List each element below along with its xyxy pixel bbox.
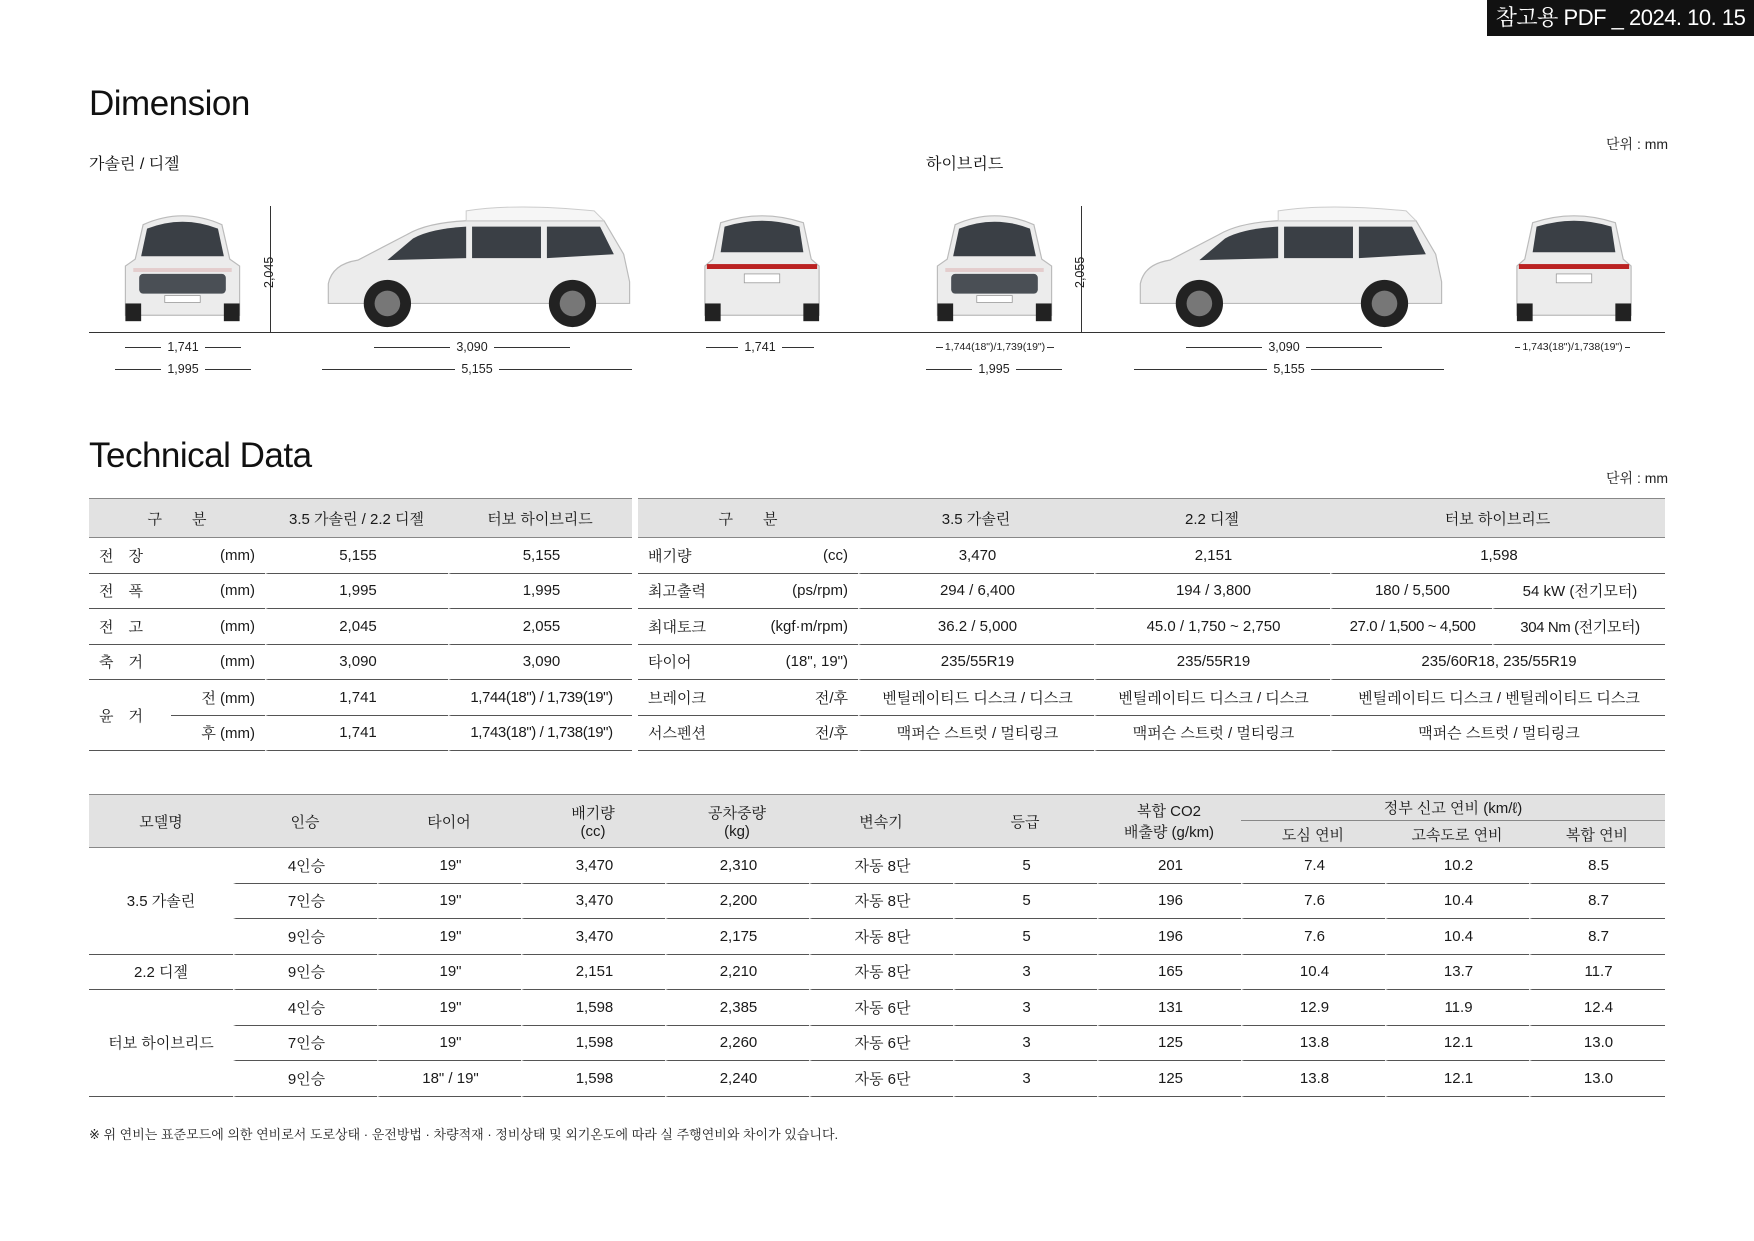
dimension-unit: 단위 : mm [1606, 136, 1669, 152]
table-row [89, 1026, 1665, 1062]
fuel-cell: 13.0 [1529, 1026, 1665, 1062]
fuel-cell: 8.7 [1529, 919, 1665, 955]
rear-tread-hybrid: 1,743(18")/1,738(19") [1515, 340, 1630, 354]
fuel-cell: 7.4 [1241, 848, 1385, 884]
fuel-cell: 13.7 [1385, 955, 1529, 991]
col-header-grade: 등급 [953, 794, 1097, 848]
fuel-cell: 4인승 [233, 848, 377, 884]
col-header-seats: 인승 [233, 794, 377, 848]
fuel-cell: 3 [953, 955, 1097, 991]
fuel-cell: 19" [377, 1026, 521, 1062]
fuel-cell: 13.8 [1241, 1061, 1385, 1097]
length-gasoline: 5,155 [322, 362, 632, 376]
dimension-title: Dimension [89, 84, 250, 123]
col-header-gasoline: 3.5 가솔린 [858, 498, 1094, 538]
col-header-city: 도심 연비 [1241, 821, 1385, 848]
fuel-cell: 13.0 [1529, 1061, 1665, 1097]
fuel-cell: 12.4 [1529, 990, 1665, 1026]
table-row [89, 919, 1665, 955]
table-row: 서스펜션 전/후 맥퍼슨 스트럿 / 멀티링크 맥퍼슨 스트럿 / 멀티링크 맥퍼슨 스트럿 / 멀티링크 [638, 716, 1665, 752]
fuel-cell: 자동 6단 [809, 1061, 953, 1097]
front-tread-gasoline: 1,741 [125, 340, 241, 354]
col-header-efficiency: 정부 신고 연비 (km/ℓ) [1241, 794, 1665, 821]
col-header-highway: 고속도로 연비 [1385, 821, 1529, 848]
rear-tread-gasoline: 1,741 [706, 340, 814, 354]
col-header-co2: 복합 CO2 배출량 (g/km) [1097, 794, 1241, 848]
height-value-hybrid: 2,055 [1073, 256, 1087, 288]
engine-spec-table [638, 498, 1665, 751]
footnote: ※ 위 연비는 표준모드에 의한 연비로서 도로상태 · 운전방법 · 차량적재 · 정비상태 및 외기온도에 따라 실 주행연비와 차이가 있습니다. [89, 1127, 839, 1142]
fuel-cell: 10.4 [1241, 955, 1385, 991]
fuel-cell: 1,598 [521, 990, 665, 1026]
fuel-cell: 2,151 [521, 955, 665, 991]
table-row: 최고출력 (ps/rpm) 294 / 6,400 194 / 3,800 180 / 5,500 54 kW (전기모터) [638, 574, 1665, 610]
table-row [89, 990, 1665, 1026]
fuel-cell: 8.7 [1529, 884, 1665, 920]
fuel-cell: 5 [953, 848, 1097, 884]
col-header-tire: 타이어 [377, 794, 521, 848]
fuel-cell: 18" / 19" [377, 1061, 521, 1097]
car-front-view-hybrid [922, 205, 1067, 333]
fuel-cell: 자동 8단 [809, 955, 953, 991]
fuel-cell: 2,240 [665, 1061, 809, 1097]
fuel-cell: 7인승 [233, 884, 377, 920]
table-row: 전 고 (mm) 2,045 2,055 [89, 609, 632, 645]
fuel-cell: 3,470 [521, 884, 665, 920]
fuel-cell: 196 [1097, 884, 1241, 920]
table-row: 후 (mm) 1,741 1,743(18") / 1,738(19") [89, 716, 632, 752]
fuel-cell: 125 [1097, 1026, 1241, 1062]
fuel-cell: 5 [953, 884, 1097, 920]
length-hybrid: 5,155 [1134, 362, 1444, 376]
fuel-cell: 19" [377, 990, 521, 1026]
fuel-cell: 7.6 [1241, 884, 1385, 920]
technical-unit: 단위 : mm [1606, 470, 1669, 486]
fuel-cell: 5 [953, 919, 1097, 955]
table-row: 타이어 (18", 19") 235/55R19 235/55R19 235/60R18, 235/55R19 [638, 645, 1665, 681]
fuel-cell: 자동 6단 [809, 1026, 953, 1062]
col-header-combined: 복합 연비 [1529, 821, 1665, 848]
col-header-category: 구 분 [638, 498, 858, 538]
fuel-cell: 7.6 [1241, 919, 1385, 955]
fuel-cell: 8.5 [1529, 848, 1665, 884]
col-header-transmission: 변속기 [809, 794, 953, 848]
col-header-hybrid: 터보 하이브리드 [1330, 498, 1665, 538]
car-side-view-gasoline [318, 205, 634, 333]
fuel-cell: 19" [377, 848, 521, 884]
fuel-cell: 3,470 [521, 848, 665, 884]
fuel-cell: 12.1 [1385, 1026, 1529, 1062]
col-header-gas-diesel: 3.5 가솔린 / 2.2 디젤 [265, 498, 448, 538]
table-row [89, 848, 1665, 884]
col-header-diesel: 2.2 디젤 [1094, 498, 1330, 538]
table-row [89, 955, 1665, 991]
table-row: 전 폭 (mm) 1,995 1,995 [89, 574, 632, 610]
car-rear-view-gasoline [692, 205, 832, 333]
fuel-cell: 2,175 [665, 919, 809, 955]
fuel-cell: 196 [1097, 919, 1241, 955]
col-header-category: 구 분 [89, 498, 265, 538]
fuel-cell: 3 [953, 990, 1097, 1026]
fuel-cell: 12.1 [1385, 1061, 1529, 1097]
technical-data-title: Technical Data [89, 436, 312, 475]
front-width-gasoline: 1,995 [115, 362, 251, 376]
fuel-cell: 13.8 [1241, 1026, 1385, 1062]
height-value-gasoline: 2,045 [262, 256, 276, 288]
fuel-cell: 2,260 [665, 1026, 809, 1062]
model-name-cell: 3.5 가솔린 [89, 848, 233, 955]
fuel-cell: 3 [953, 1026, 1097, 1062]
fuel-cell: 11.7 [1529, 955, 1665, 991]
table-row: 브레이크 전/후 벤틸레이티드 디스크 / 디스크 벤틸레이티드 디스크 / 디스크 벤틸레이티드 디스크 / 벤틸레이티드 디스크 [638, 680, 1665, 716]
fuel-cell: 11.9 [1385, 990, 1529, 1026]
front-width-hybrid: 1,995 [926, 362, 1062, 376]
car-front-view-gasoline [110, 205, 255, 333]
car-rear-view-hybrid [1504, 205, 1644, 333]
table-row: 최대토크 (kgf·m/rpm) 36.2 / 5,000 45.0 / 1,750 ~ 2,750 27.0 / 1,500 ~ 4,500 304 Nm (전기모터) [638, 609, 1665, 645]
fuel-cell: 4인승 [233, 990, 377, 1026]
table-row: 배기량 (cc) 3,470 2,151 1,598 [638, 538, 1665, 574]
fuel-cell: 10.4 [1385, 919, 1529, 955]
table-row: 윤 거 전 (mm) 1,741 1,744(18") / 1,739(19") [89, 680, 632, 716]
fuel-cell: 1,598 [521, 1061, 665, 1097]
fuel-cell: 19" [377, 884, 521, 920]
fuel-cell: 3 [953, 1061, 1097, 1097]
wheelbase-hybrid: 3,090 [1186, 340, 1382, 354]
fuel-cell: 자동 6단 [809, 990, 953, 1026]
front-tread-hybrid: 1,744(18")/1,739(19") [936, 340, 1054, 354]
fuel-cell: 1,598 [521, 1026, 665, 1062]
fuel-cell: 9인승 [233, 919, 377, 955]
fuel-cell: 131 [1097, 990, 1241, 1026]
fuel-cell: 2,200 [665, 884, 809, 920]
col-header-hybrid: 터보 하이브리드 [448, 498, 632, 538]
fuel-cell: 7인승 [233, 1026, 377, 1062]
reference-pdf-badge: 참고용 PDF _ 2024. 10. 15 [1487, 0, 1754, 36]
fuel-cell: 9인승 [233, 1061, 377, 1097]
fuel-cell: 10.2 [1385, 848, 1529, 884]
col-header-weight: 공차중량 (kg) [665, 794, 809, 848]
fuel-cell: 2,310 [665, 848, 809, 884]
fuel-cell: 10.4 [1385, 884, 1529, 920]
hybrid-label: 하이브리드 [926, 156, 1004, 173]
col-header-displacement: 배기량 (cc) [521, 794, 665, 848]
fuel-economy-table [89, 794, 1665, 1097]
fuel-cell: 자동 8단 [809, 919, 953, 955]
fuel-cell: 201 [1097, 848, 1241, 884]
col-header-model: 모델명 [89, 794, 233, 848]
fuel-cell: 19" [377, 919, 521, 955]
table-row: 축 거 (mm) 3,090 3,090 [89, 645, 632, 681]
gasoline-diesel-label: 가솔린 / 디젤 [89, 156, 180, 173]
fuel-cell: 12.9 [1241, 990, 1385, 1026]
dimension-spec-table [89, 498, 632, 751]
fuel-cell: 3,470 [521, 919, 665, 955]
fuel-cell: 2,385 [665, 990, 809, 1026]
table-row [89, 884, 1665, 920]
table-row [89, 1061, 1665, 1097]
fuel-cell: 125 [1097, 1061, 1241, 1097]
model-name-cell: 터보 하이브리드 [89, 990, 233, 1097]
car-side-view-hybrid [1130, 205, 1446, 333]
fuel-cell: 19" [377, 955, 521, 991]
model-name-cell: 2.2 디젤 [89, 955, 233, 991]
fuel-cell: 9인승 [233, 955, 377, 991]
fuel-cell: 165 [1097, 955, 1241, 991]
fuel-cell: 2,210 [665, 955, 809, 991]
fuel-cell: 자동 8단 [809, 884, 953, 920]
fuel-cell: 자동 8단 [809, 848, 953, 884]
table-row: 전 장 (mm) 5,155 5,155 [89, 538, 632, 574]
wheelbase-gasoline: 3,090 [374, 340, 570, 354]
